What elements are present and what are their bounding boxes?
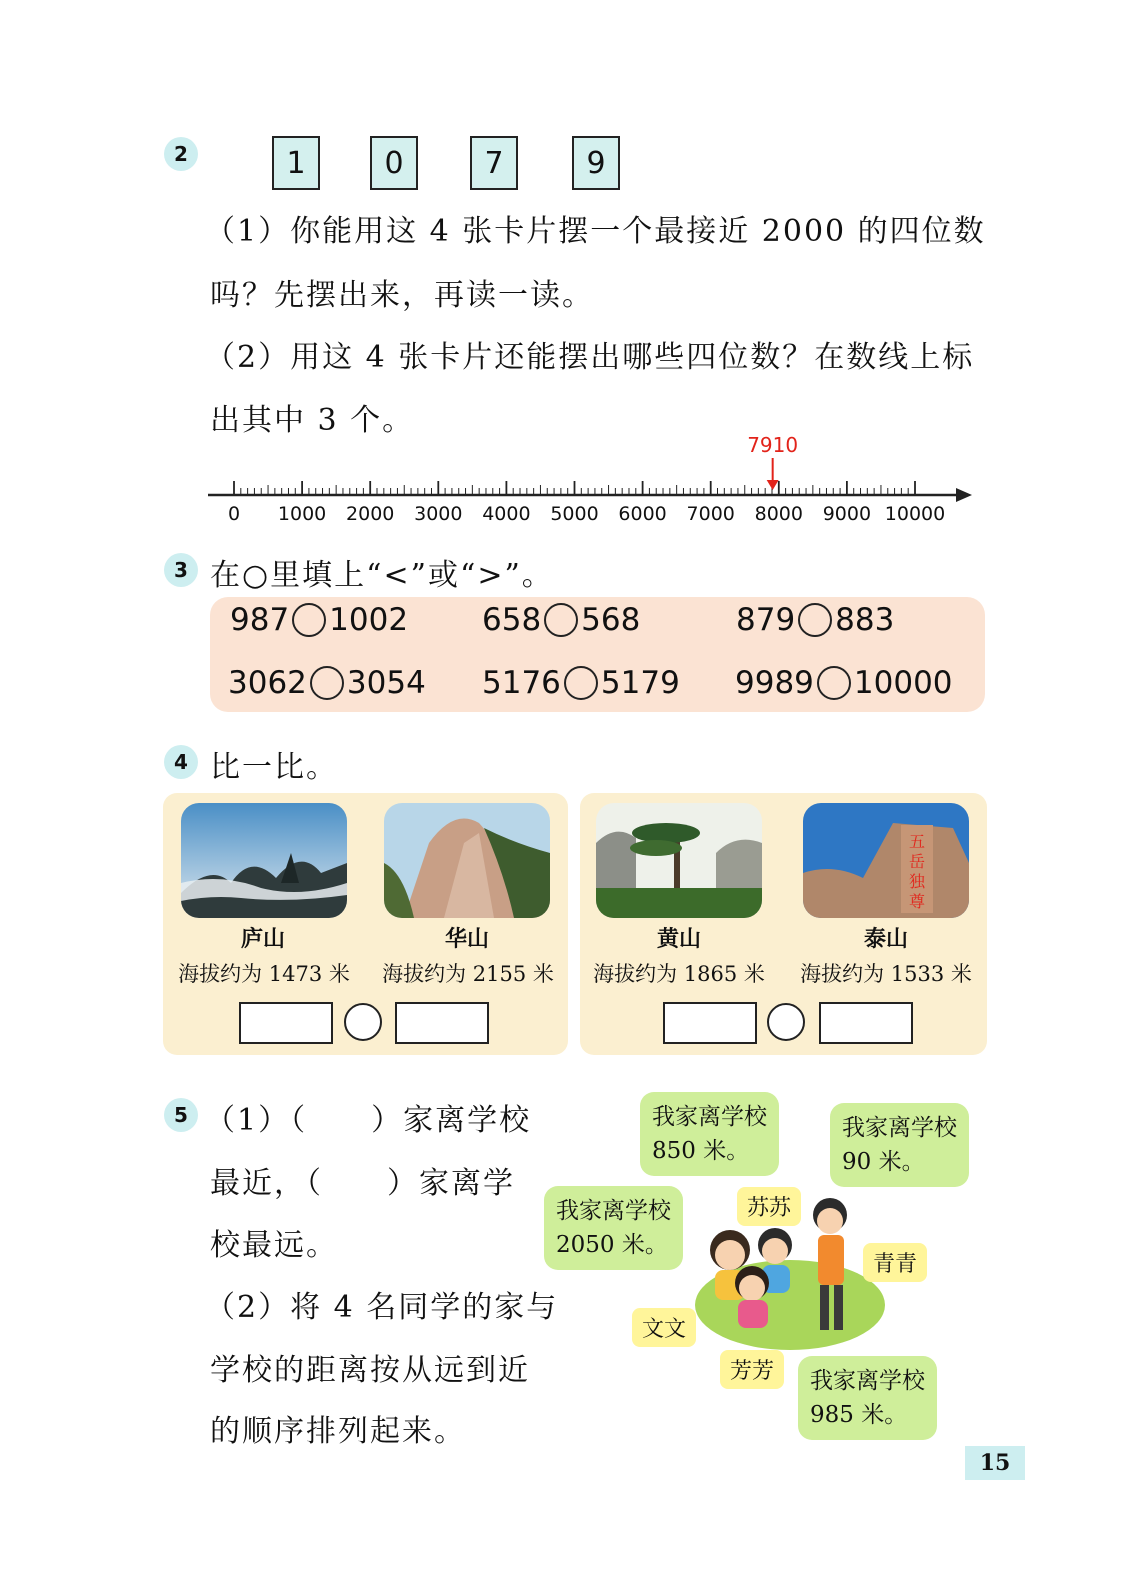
speech-bubble bbox=[830, 1103, 969, 1187]
huashan-photo bbox=[384, 803, 550, 918]
digit-card: 9 bbox=[572, 136, 620, 190]
question-number-5: 5 bbox=[164, 1098, 198, 1132]
q5-text-line2: 最近，（ ）家离学 bbox=[210, 1166, 515, 1201]
number-line-tick-label: 9000 bbox=[822, 503, 872, 525]
digit-card: 1 bbox=[272, 136, 320, 190]
number-line-labels bbox=[228, 503, 945, 525]
number-line bbox=[200, 430, 990, 530]
question-number-3: 3 bbox=[164, 553, 198, 587]
marker-label: 7910 bbox=[747, 433, 799, 457]
answer-box[interactable] bbox=[819, 1002, 913, 1044]
right-number: 10000 bbox=[853, 665, 953, 701]
left-number: 658 bbox=[482, 602, 542, 638]
q5-text-line3: 校最远。 bbox=[210, 1228, 338, 1263]
bubble-line2: 90 米。 bbox=[842, 1149, 925, 1175]
seal-char: 独 bbox=[908, 872, 926, 891]
answer-circle[interactable] bbox=[292, 603, 326, 637]
left-number: 5176 bbox=[482, 665, 561, 701]
name-label: 青青 bbox=[863, 1243, 927, 1282]
bubble-line1: 我家离学校 bbox=[842, 1115, 957, 1141]
bubble-line2: 850 米。 bbox=[652, 1138, 750, 1164]
number-line-tick-label: 3000 bbox=[414, 503, 463, 525]
name-label: 文文 bbox=[632, 1308, 696, 1347]
name-label: 芳芳 bbox=[720, 1350, 784, 1389]
answer-circle[interactable] bbox=[544, 603, 578, 637]
left-number: 9989 bbox=[735, 665, 814, 701]
digit-card: 7 bbox=[470, 136, 518, 190]
bubble-line1: 我家离学校 bbox=[810, 1368, 925, 1394]
number-line-tick-label: 0 bbox=[227, 503, 241, 525]
answer-circle[interactable] bbox=[767, 1003, 805, 1041]
bubble-line2: 985 米。 bbox=[810, 1402, 908, 1428]
mountain-name: 华山 bbox=[444, 926, 489, 952]
number-line-tick-label: 5000 bbox=[550, 503, 599, 525]
comparison-item bbox=[482, 665, 680, 701]
seal-char: 岳 bbox=[908, 852, 926, 871]
taishan-photo bbox=[803, 803, 969, 918]
mountain-height: 海拔约为 2155 米 bbox=[382, 962, 554, 986]
name-label: 苏苏 bbox=[737, 1187, 801, 1226]
page-number: 15 bbox=[965, 1446, 1025, 1480]
lushan-photo bbox=[181, 803, 347, 918]
comparison-item bbox=[735, 665, 953, 701]
right-number: 5179 bbox=[600, 665, 680, 701]
comparison-item bbox=[228, 665, 426, 701]
right-number: 568 bbox=[581, 602, 641, 638]
answer-box[interactable] bbox=[239, 1002, 333, 1044]
comparison-item bbox=[230, 602, 408, 638]
q4-title: 比一比。 bbox=[210, 750, 338, 785]
q3-instruction: 在○里填上“<”或“>”。 bbox=[210, 558, 554, 593]
comparison-item bbox=[482, 602, 640, 638]
number-line-tick-label: 8000 bbox=[754, 503, 803, 525]
number-line-tick-label: 6000 bbox=[618, 503, 667, 525]
answer-circle[interactable] bbox=[817, 666, 851, 700]
number-line-tick-label: 7000 bbox=[686, 503, 735, 525]
marker-arrowhead-icon bbox=[767, 480, 779, 490]
answer-circle[interactable] bbox=[344, 1003, 382, 1041]
question-number-2: 2 bbox=[164, 137, 198, 171]
question-number-4: 4 bbox=[164, 745, 198, 779]
seal-char: 尊 bbox=[908, 892, 926, 911]
mountain-height: 海拔约为 1533 米 bbox=[800, 962, 972, 986]
mountain-name: 黄山 bbox=[656, 926, 701, 952]
q5-text-line6: 的顺序排列起来。 bbox=[210, 1414, 466, 1449]
q2-text-line2: 吗？先摆出来，再读一读。 bbox=[210, 278, 594, 313]
q2-text-line4: 出其中 3 个。 bbox=[210, 403, 415, 438]
number-line-tick-label: 4000 bbox=[482, 503, 531, 525]
number-line-marker bbox=[747, 433, 798, 490]
answer-circle[interactable] bbox=[564, 666, 598, 700]
q5-text-line5: 学校的距离按从远到近 bbox=[210, 1353, 530, 1388]
q5-text-line1: （1）（ ）家离学校 bbox=[205, 1103, 532, 1138]
bubble-line2: 2050 米。 bbox=[556, 1232, 668, 1258]
left-number: 3062 bbox=[228, 665, 307, 701]
answer-box[interactable] bbox=[395, 1002, 489, 1044]
mountain-name: 庐山 bbox=[240, 926, 285, 952]
number-line-tick-label: 2000 bbox=[346, 503, 395, 525]
seal-char: 五 bbox=[908, 832, 926, 851]
left-number: 879 bbox=[736, 602, 796, 638]
number-line-tick-label: 1000 bbox=[277, 503, 327, 525]
speech-bubble bbox=[798, 1356, 937, 1440]
answer-box[interactable] bbox=[663, 1002, 757, 1044]
mountain-height: 海拔约为 1865 米 bbox=[593, 962, 765, 986]
bubble-line1: 我家离学校 bbox=[556, 1198, 671, 1224]
number-line-tick-label: 10000 bbox=[884, 503, 946, 525]
q5-text-line4: （2）将 4 名同学的家与 bbox=[205, 1290, 559, 1325]
digit-card: 0 bbox=[370, 136, 418, 190]
huangshan-photo bbox=[596, 803, 762, 918]
q2-text-line3: （2）用这 4 张卡片还能摆出哪些四位数？在数线上标 bbox=[205, 340, 975, 375]
bubble-line1: 我家离学校 bbox=[652, 1104, 767, 1130]
mountain-name: 泰山 bbox=[863, 926, 908, 952]
comparison-item bbox=[736, 602, 894, 638]
number-line-arrow-icon bbox=[956, 488, 972, 502]
speech-bubble bbox=[544, 1186, 683, 1270]
right-number: 1002 bbox=[329, 602, 409, 638]
answer-circle[interactable] bbox=[798, 603, 832, 637]
right-number: 883 bbox=[835, 602, 895, 638]
number-line-ticks bbox=[234, 481, 915, 495]
speech-bubble bbox=[640, 1092, 779, 1176]
right-number: 3054 bbox=[346, 665, 426, 701]
mountain-height: 海拔约为 1473 米 bbox=[178, 962, 350, 986]
answer-circle[interactable] bbox=[310, 666, 344, 700]
q2-text-line1: （1）你能用这 4 张卡片摆一个最接近 2000 的四位数 bbox=[205, 214, 986, 249]
left-number: 987 bbox=[230, 602, 290, 638]
